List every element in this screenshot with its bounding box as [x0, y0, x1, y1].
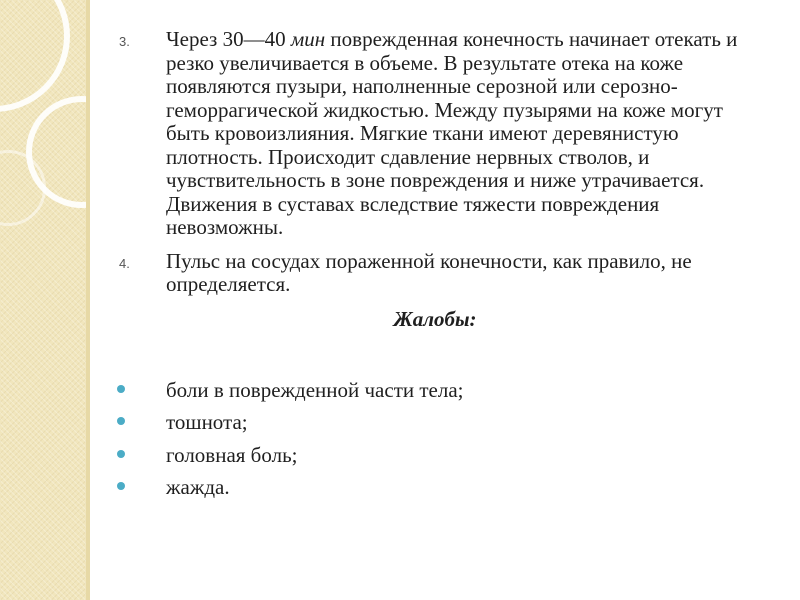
bullet-icon: [117, 417, 125, 425]
list-item: [105, 411, 765, 435]
list-item-text: головная боль;: [166, 442, 298, 467]
list-item-text: боли в поврежденной части тела;: [166, 377, 464, 402]
list-item: [105, 379, 765, 403]
item-emphasis: мин: [290, 27, 326, 51]
list-item-text: тошнота;: [166, 410, 248, 434]
item-text: поврежденная конечность начинает отекать и резко увеличивается в объеме. В результате отека на коже появляются пузыри, наполненные серозной или серозно-геморрагической жидкостью. Между пузырями на коже могут быть кровоизлияния. Мягкие ткани имеют деревянистую плотность. Происходит сдавление нервных стволов, и чувствительность в зоне повреждения и ниже утрачивается. Движения в суставах вследствие тяжести повреждения невозможны.: [166, 27, 738, 239]
bullet-icon: [117, 450, 125, 458]
decorative-ring: [0, 0, 70, 112]
bullet-icon: [117, 482, 125, 490]
side-panel-edge: [86, 0, 90, 600]
item-lead: Через 30—40: [166, 27, 291, 51]
numbered-item-4: [105, 250, 765, 297]
list-item: [105, 476, 765, 500]
complaints-list: [105, 379, 765, 500]
item-text: Пульс на сосудах пораженной конечности, как правило, не определяется.: [166, 248, 692, 296]
item-number: 4.: [119, 255, 130, 271]
decorative-side-panel: [0, 0, 86, 600]
list-item-text: жажда.: [166, 475, 230, 499]
list-item: [105, 444, 765, 468]
complaints-heading: Жалобы:: [393, 306, 477, 331]
bullet-icon: [117, 385, 125, 393]
slide-content: [105, 28, 765, 509]
item-number: 3.: [119, 34, 130, 49]
numbered-item-3: [105, 28, 765, 240]
